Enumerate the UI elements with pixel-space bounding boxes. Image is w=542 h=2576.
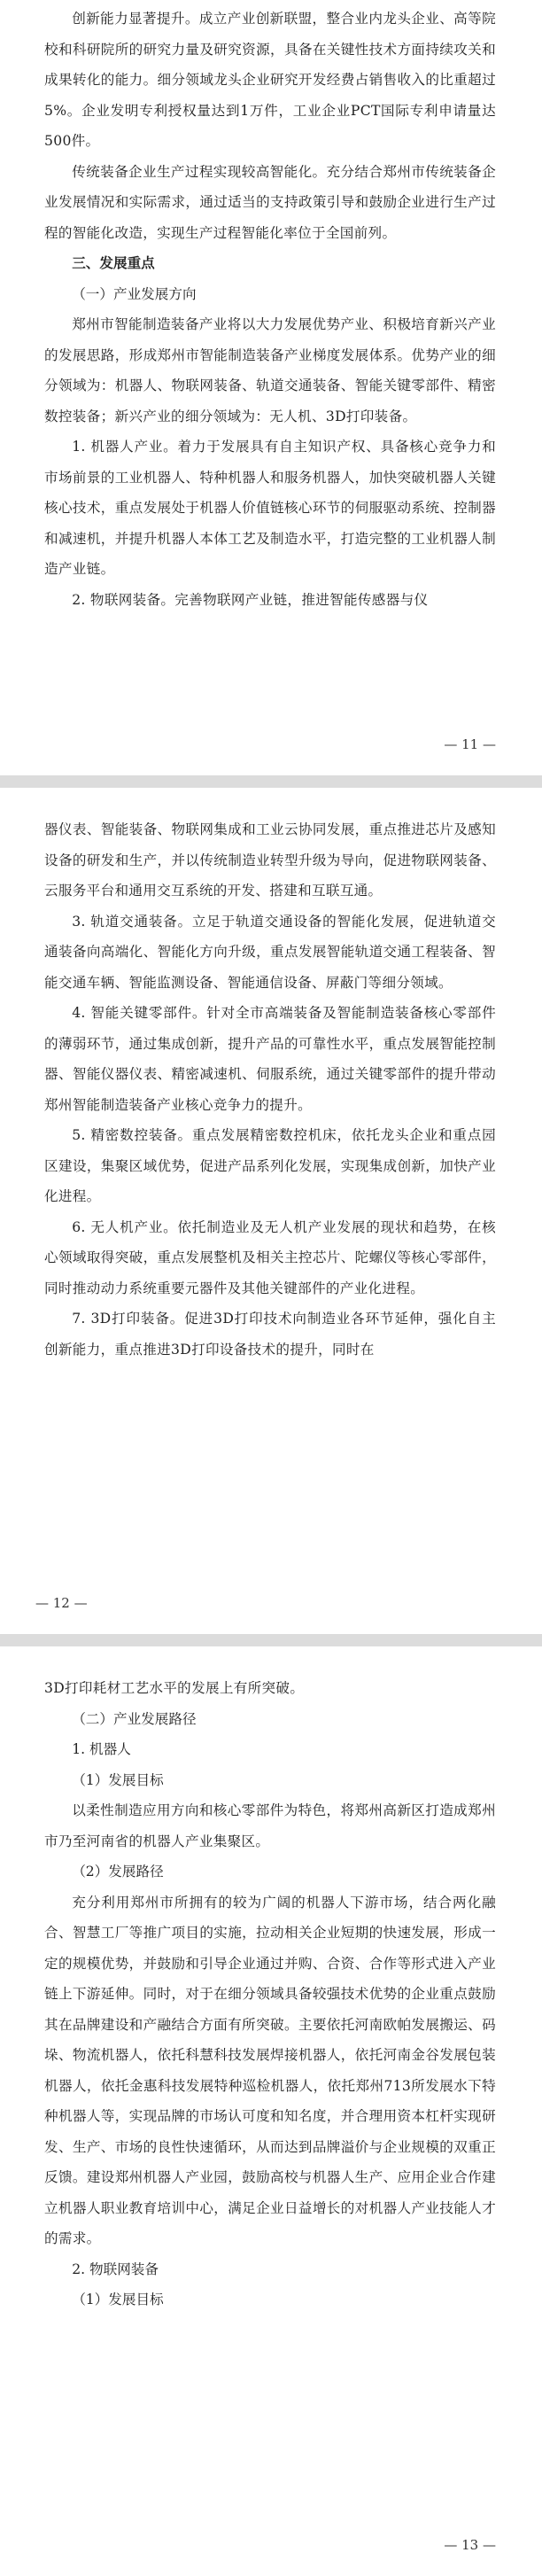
item-subheading: （1）发展目标 [72,1771,164,1788]
item-subheading: （1）发展目标 [72,2292,164,2308]
paragraph: 创新能力显著提升。成立产业创新联盟，整合业内龙头企业、高等院校和科研院所的研究力量及研究资源，具备在关键性技术方面持续攻关和成果转化的能力。细分领域龙头企业研究开发经费占销售收入的比重超过5%。企业发明专利授权量达到1万件，工业企业PCT国际专利申请量达500件。 [44,11,496,149]
paragraph: 6. 无人机产业。依托制造业及无人机产业发展的现状和趋势，在核心领域取得突破，重点发展整机及相关主控芯片、陀螺仪等核心零部件，同时推动动力系统重要元器件及其他关键部件的产业化进程。 [44,1218,496,1296]
paragraph: 4. 智能关键零部件。针对全市高端装备及智能制造装备核心零部件的薄弱环节，通过集成创新，提升产品的可靠性水平，重点发展智能控制器、智能仪器仪表、精密减速机、伺服系统，通过关键零部件的提升带动郑州智能制造装备产业核心竞争力的提升。 [44,1005,496,1113]
page-11 [0,0,542,775]
paragraph: 2. 物联网装备。完善物联网产业链，推进智能传感器与仪 [72,591,429,608]
page-13 [0,1646,542,2576]
paragraph: 3. 轨道交通装备。立足于轨道交通设备的智能化发展，促进轨道交通装备向高端化、智能化方向升级，重点发展智能轨道交通工程装备、智能交通车辆、智能监测设备、智能通信设备、屏蔽门等细分领域。 [44,913,496,991]
page-number: — 13 — [444,2537,496,2553]
section-heading: 三、发展重点 [72,255,155,271]
page-number: — 12 — [35,1595,88,1611]
paragraph: 传统装备企业生产过程实现较高智能化。充分结合郑州市传统装备企业发展情况和实际需求，通过适当的支持政策引导和鼓励企业进行生产过程的智能化改造，实现生产过程智能化率位于全国前列。 [44,163,496,241]
subsection-heading: （二）产业发展路径 [72,1710,197,1727]
paragraph: 3D打印耗材工艺水平的发展上有所突破。 [44,1680,305,1696]
paragraph: 以柔性制造应用方向和核心零部件为特色，将郑州高新区打造成郑州市乃至河南省的机器人产业集聚区。 [44,1802,496,1849]
subsection-heading: （一）产业发展方向 [72,285,197,302]
paragraph: 充分利用郑州市所拥有的较为广阔的机器人下游市场，结合两化融合、智慧工厂等推广项目的实施，拉动相关企业短期的快速发展，形成一定的规模优势，并鼓励和引导企业通过并购、合资、合作等形式进入产业链上下游延伸。同时，对于在细分领域具备较强技术优势的企业重点鼓励其在品牌建设和产融结合方面有所突破。主要依托河南欧帕发展搬运、码垛、物流机器人，依托科慧科技发展焊接机器人，依托河南金谷发展包装机器人，依托金惠科技发展特种巡检机器人，依托郑州713所发展水下特种机器人等，实现品牌的市场认可度和知名度，并合理用资本杠杆实现研发、生产、市场的良性快速循环，从而达到品牌溢价与企业规模的双重正反馈。建设郑州机器人产业园，鼓励高校与机器人生产、应用企业合作建立机器人职业教育培训中心，满足企业日益增长的对机器人产业技能人才的需求。 [44,1894,496,2246]
paragraph: 5. 精密数控装备。重点发展精密数控机床，依托龙头企业和重点园区建设，集聚区域优势，促进产品系列化发展，实现集成创新，加快产业化进程。 [44,1127,496,1204]
item-heading: 1. 机器人 [72,1741,131,1757]
paragraph: 郑州市智能制造装备产业将以大力发展优势产业、积极培育新兴产业的发展思路，形成郑州市智能制造装备产业梯度发展体系。优势产业的细分领域为：机器人、物联网装备、轨道交通装备、智能关键零部件、精密数控装备；新兴产业的细分领域为：无人机、3D打印装备。 [44,316,496,424]
paragraph: 器仪表、智能装备、物联网集成和工业云协同发展，重点推进芯片及感知设备的研发和生产，并以传统制造业转型升级为导向，促进物联网装备、云服务平台和通用交互系统的开发、搭建和互联互通。 [44,821,496,899]
page-number: — 11 — [444,736,496,752]
paragraph: 1. 机器人产业。着力于发展具有自主知识产权、具备核心竞争力和市场前景的工业机器人、特种机器人和服务机器人，加快突破机器人关键核心技术，重点发展处于机器人价值链核心环节的伺服驱动系统、控制器和减速机，并提升机器人本体工艺及制造水平，打造完整的工业机器人制造产业链。 [44,439,496,577]
item-subheading: （2）发展路径 [72,1864,164,1879]
paragraph: 7. 3D打印装备。促进3D打印技术向制造业各环节延伸，强化自主创新能力，重点推进3D打印设备技术的提升，同时在 [44,1311,496,1358]
item-heading: 2. 物联网装备 [72,2261,159,2277]
page-12 [0,788,542,1634]
